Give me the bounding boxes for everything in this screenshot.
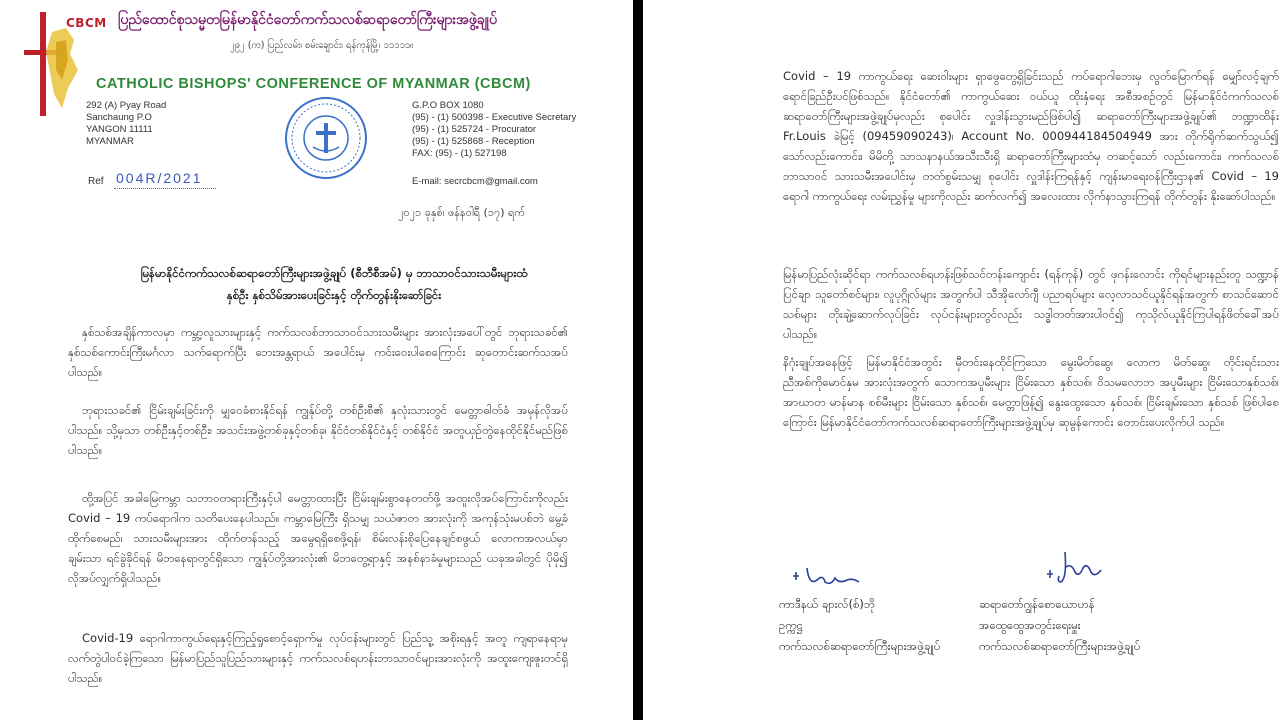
address-line: Sanchaung P.O	[86, 112, 152, 123]
subject-line: မြန်မာနိုင်ငံကက်သလစ်ဆရာတော်ကြီးများအဖွဲ့ချုပ် (စီဘီစီအမ်) မှ ဘာသာဝင်သားသမီးများထံ	[140, 266, 528, 280]
ref-label: Ref	[88, 176, 104, 187]
header-myanmar-title: ပြည်ထောင်စုသမ္မတမြန်မာနိုင်ငံတော်ကက်သလစ်ဆရာတော်ကြီးများအဖွဲ့ချုပ်	[118, 12, 497, 28]
contact-block	[412, 100, 576, 160]
body-paragraph: ထို့အပြင် အခါမြေကမ္ဘာ သဘာဝတရားကြီးနှင့်ပါ မေတ္တာထားပြီး ငြိမ်းချမ်းစွာနေတတ်ဖို့ အထူးလိုအပ်ကြောင်းကိုလည်း Covid – 19 ကပ်ရောဂါက သတိပေးနေပါသည်။ ကမ္ဘာမြေကြီး ရှိသမျှ သယံဇာတ အားလုံးကို အကုန်သုံးမပစ်ဘဲ မွေ့ခံထိုက်စေမည်၊ သားသမီးများအား ထိုက်တန်သည့် အမွေရရှိစေဖို့ရန်၊ စိမ်းလန်းစိုပြေနေချင်စဖွယ် လောကအလယ်မှာ ချမ်းသာ ရင်ခွဲခိုင်ရန် မိဘနေရာတွင်ရှိသော ကျွန်ုပ်တို့အားလုံး၏ မိဘတွေ့ရာနှင့် အနစ်နာခံမှုများသည် ယခုအခါတွင် ပိုမို၍ လိုအပ်လျှက်ရှိပါသည်။	[68, 491, 568, 585]
letter-page-2	[643, 0, 1280, 720]
signatory-name: ဆရာတော်ဂျွန်စောယောဟန်	[979, 597, 1095, 611]
seal-icon	[283, 95, 369, 181]
page-divider	[633, 0, 643, 720]
signature-mark-icon	[789, 560, 869, 594]
signature-mark-icon	[1043, 548, 1123, 588]
body-paragraph: နိဂုံးချုပ်အနေဖြင့် မြန်မာနိုင်ငံအတွင်း မှီတင်းနေထိုင်ကြသော မွေးမိတ်ဆွေ၊ လောက မိတ်ဆွေ၊ တိုင်းရင်းသား ညီအစ်ကိုမောင်နှမ အားလုံးအတွက် သောကအပူမီးများ ငြိမ်းသော နှစ်သစ်၊ ဝိသမလောဘ အပူမီးများ ငြိမ်းသောနှစ်သစ်၊ အာဃာတ မာန်မာန စစ်မီးများ ငြိမ်းသော နှစ်သစ်၊ မေတ္တာဖြန့်၍ နွေးထွေးသော နှစ်သစ်၊ ငြိမ်းချမ်းသော နှစ်သစ် ဖြစ်ပါစေကြောင်း မြန်မာနိုင်ငံတော်ကက်သလစ်ဆရာတော်ကြီးများအဖွဲ့ချုပ်မှ ဆုမွန်ကောင်း တောင်းပေးလိုက်ပါ သည်။	[783, 355, 1279, 429]
body-paragraph: Covid – 19 ကာကွယ်ရေး ဆေးဝါးများ ရှာဖွေတွေ့ရှိခြင်းသည် ကပ်ရောဂါဘေးမှ လွတ်မြောက်ရန် မျှော်လင့်ချက် ရောင်ခြည်ဦးပင်ဖြစ်သည်။ နိုင်ငံတော်၏ ကာကွယ်ဆေး ဝယ်ယူ ထိုးနှံရေး အစီအစဉ်တွင် မြန်မာနိုင်ငံကက်သလစ်ဆရာတော်ကြီးများအဖွဲ့ချုပ်မှလည်း စုပေါင်း လှူဒါန်းသွားမည်ဖြစ်ပါ၍ ဆရာတော်ကြီးများအဖွဲ့ချုပ်၏ ဘဏ္ဍာထိန်း Fr.Louis ခဲမြင့် (09459090243)၊ Account No. 000944184504949 အား တိုက်ရိုက်ဆက်သွယ်၍ သော်လည်းကောင်း၊ မိမိတို့ သာသနာနယ်အသီးသီးရှိ ဆရာတော်ကြီးများထံမှ တဆင့်သော် လည်းကောင်း၊ ကက်သလစ်ဘာသာဝင် သားသမီးအပေါင်းမှ တတ်စွမ်းသမျှ စုပေါင်း လှူဒါန်းကြရန်နှင့် ကျန်းမာရေးဝန်ကြီးဌာန၏ Covid – 19 ရောဂါ ကာကွယ်ရေး လမ်းညွှန်မှု များကိုလည်း ဆက်လက်၍ အလေးထား လိုက်နာသွားကြရန် တိုက်တွန်း နိုးဆော်ပါသည်။	[783, 69, 1279, 203]
address-line: MYANMAR	[86, 136, 134, 147]
ref-number: 004R/2021	[116, 170, 203, 186]
logo-label: CBCM	[66, 16, 107, 30]
body-paragraph: Covid-19 ရောဂါကာကွယ်ရေးနှင့်ကြည့်ရှုစောင့်ရှောက်မှု လုပ်ငန်းများတွင် ပြည်သူ့ အစိုးရနှင့် အတူ ကျရာနေရာမှ လက်တွဲပါဝင်ခဲ့ကြသော မြန်မာပြည်သူပြည်သားများနှင့် ကက်သလစ်ရဟန်းဘာသာဝင်များအားလုံးကို အထူးကျေးဇူးတင်ရှိပါသည်။	[68, 631, 568, 685]
header-english-title: CATHOLIC BISHOPS' CONFERENCE OF MYANMAR (CBCM)	[96, 76, 531, 92]
signatory-title: ဥက္ကဋ္ဌ	[779, 618, 803, 632]
signatory-org: ကက်သလစ်ဆရာတော်ကြီးများအဖွဲ့ချုပ်	[779, 639, 941, 653]
header-myanmar-address: ၂၉၂ (က) ပြည်လမ်း၊ စမ်းချောင်း၊ ရန်ကုန်မြို့၊ ၁၁၁၁၁။	[230, 40, 414, 51]
contact-line: (95) - (1) 525724 - Procurator	[412, 124, 537, 135]
signatory-org: ကက်သလစ်ဆရာတော်ကြီးများအဖွဲ့ချုပ်	[979, 639, 1141, 653]
signatory-block	[979, 594, 1219, 657]
contact-line: FAX: (95) - (1) 527198	[412, 148, 507, 159]
body-paragraph: နှစ်သစ်အချိန်ကာလမှာ ကမ္ဘာ့လူသားများနှင့် ကက်သလစ်ဘာသာဝင်သားသမီးများ အားလုံးအပေါ်တွင် ဘုရားသခင်၏ နှစ်သစ်ကောင်းကြီးမင်္ဂလာ သက်ရောက်ပြီး ဘေးအန္တရာယ် အပေါင်းမှ ကင်းဝေးပါစေကြောင်း ဆုတောင်းဆက်သအပ်ပါသည်။	[68, 325, 568, 379]
letter-date: ၂၀၂၁ ခုနှစ်၊ ဖန်နဝါရီ (၁၇) ရက်	[398, 206, 526, 219]
contact-line: (95) - (1) 525868 - Reception	[412, 136, 535, 147]
subject-line: နှစ်ဦး နှစ်သိမ်အားပေးခြင်းနှင့် တိုက်တွန်းနိုးဆော်ခြင်း	[226, 288, 442, 302]
address-block	[86, 100, 166, 148]
contact-line: (95) - (1) 500398 - Executive Secretary	[412, 112, 577, 123]
body-paragraph: ဘုရားသခင်၏ ငြိမ်းချမ်းခြင်းကို မျှဝေခံစားနိုင်ရန် ကျွန်ုပ်တို့ တစ်ဦးစီ၏ နှလုံးသားတွင် မေတ္တာဓါတ်ခံ အမှန်လိုအပ်ပါသည်။ သို့မှသာ တစ်ဦးနှင့်တစ်ဦး၊ အသင်းအဖွဲ့တစ်ခုနှင့်တစ်ခု၊ နိုင်ငံတစ်နိုင်ငံနှင့် တစ်နိုင်ငံ အတူယှဉ်တွဲနေထိုင်နိုင်မည်ဖြစ်ပါသည်။	[68, 403, 568, 457]
body-paragraph: မြန်မာပြည်လုံးဆိုင်ရာ ကက်သလစ်ရဟန်းဖြစ်သင်တန်းကျောင်း (ရန်ကုန်) တွင် ဖုဂန်းလောင်း ကိုရင်များနည်းတူ သဏ္ဍာန်ပြင်ချာ သူတော်စင်များ၊ လူပုဂ္ဂိုလ်များ အတွက်ပါ သီအိုလော်ဂျီ ပညာရပ်များ လေ့လာသင်ယူနိုင်ရန်အတွက် စာသင်ဆောင်သစ်များ တိုးချဲ့ဆောက်လုပ်ခြင်း လုပ်ငန်းများတွင်လည်း သဒ္ဓါတတ်အားပါဝင်၍ ကုသိုလ်ယူနိုင်ကြပါရန်ဖိတ်ခေါ်အပ်ပါသည်။	[783, 267, 1279, 341]
signatory-name: ကာဒီနယ် ချားလ်(စ်)ဘို	[779, 597, 875, 611]
contact-line: G.P.O BOX 1080	[412, 100, 484, 111]
letter-page-1	[0, 0, 633, 720]
email-address: E-mail: secrcbcm@gmail.com	[412, 176, 538, 187]
ref-underline	[114, 188, 216, 189]
signatory-block	[779, 594, 979, 657]
address-line: YANGON 11111	[86, 124, 153, 135]
letter-subject	[104, 262, 564, 306]
address-line: 292 (A) Pyay Road	[86, 100, 167, 111]
signatory-title: အထွေထွေအတွင်းရေးမှူး	[979, 618, 1081, 632]
